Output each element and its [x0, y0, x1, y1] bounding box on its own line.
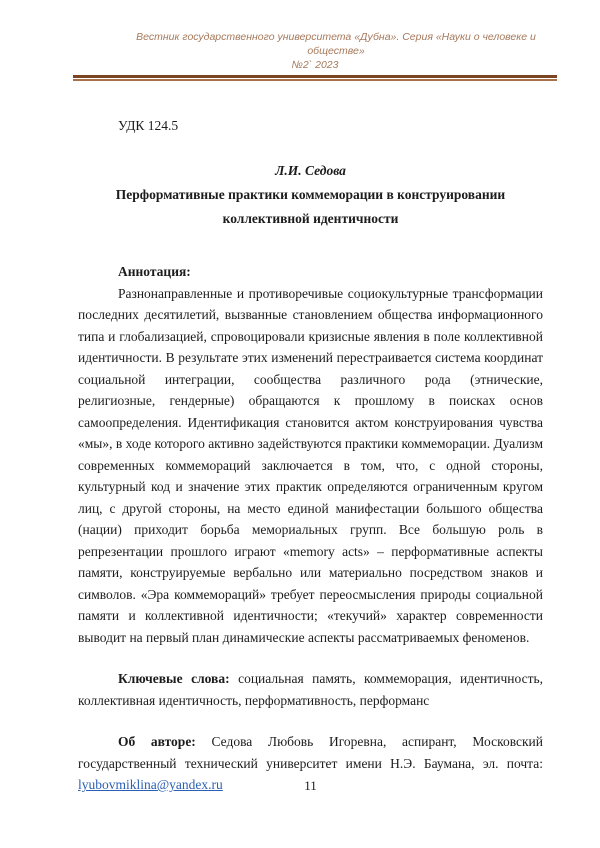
abstract-text: Разнонаправленные и противоречивые социокультурные трансформации последних десятилетий, вызванные становлением общества информационного типа и глобализацией, спровоцировали кризисные явления в поле коллективной идентичности. В результате этих изменений перестраивается система координат социальной интеграции, сообщества различного рода (этнические, религиозные, гендерные) обращаются к прошлому в поисках основ самоопределения. Идентификация становится актом конструирования чувства «мы», в ходе которого активно задействуются практики коммеморации. Дуализм современных коммемораций заключается в том, что, с одной стороны, культурный код и значение этих практик определяются ограниченным кругом лиц, с другой стороны, на место единой манифестации большого общества (нации) приходит борьба мемориальных групп. Все большую роль в репрезентации прошлого играют «memory acts» – перформативные аспекты памяти, конструируемые вербально или материально посредством знаков и символов. «Эра коммемораций» требует переосмысления природы социальной памяти и коллективной идентичности; «текучий» характер современности выводит на первый план динамические аспекты рассматриваемых феноменов. — [78, 285, 543, 645]
about-author-label: Об авторе: — [118, 734, 196, 749]
article-author: Л.И. Седова — [275, 162, 346, 178]
running-head — [73, 0, 557, 72]
journal-title: Вестник государственного университета «Дубна». Серия «Науки о человеке и обществе» — [136, 31, 536, 57]
author-email-link[interactable]: lyubovmiklina@yandex.ru — [78, 777, 223, 792]
article-title: Перформативные практики коммеморации в конструировании коллективной идентичности — [115, 187, 506, 226]
article-body — [78, 115, 543, 796]
about-author-text: Седова Любовь Игоревна, аспирант, Московский государственный технический университет имени Н.Э. Баумана, эл. почта: — [78, 734, 543, 771]
abstract-label: Аннотация: — [118, 264, 191, 279]
udc-code: УДК 124.5 — [118, 118, 179, 133]
keywords-label: Ключевые слова: — [118, 671, 230, 686]
page-number: 11 — [304, 778, 317, 793]
keywords-text: социальная память, коммеморация, идентичность, коллективная идентичность, перформативность, перформанс — [78, 671, 543, 708]
header-divider-rule — [73, 75, 557, 81]
keywords-paragraph — [78, 668, 543, 711]
issue-number: №2` 2023 — [291, 59, 339, 71]
